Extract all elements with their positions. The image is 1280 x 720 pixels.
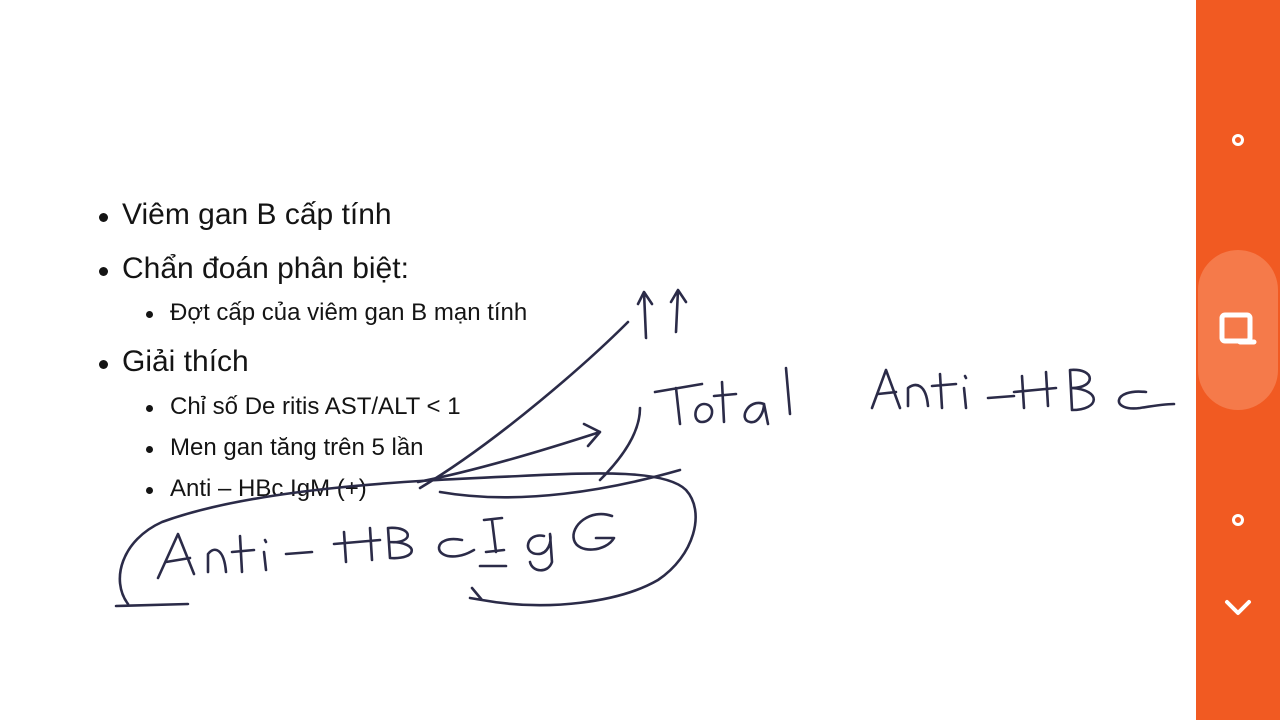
sub-bullet-text: Đợt cấp của viêm gan B mạn tính [170, 299, 528, 326]
arrow-to-total [418, 424, 600, 482]
connector-to-total [600, 408, 640, 480]
floating-sidebar [1196, 0, 1280, 720]
handwriting-anti-hbc-igg [158, 514, 614, 578]
sub-bullet-text: Anti – HBc IgM (+) [170, 475, 367, 502]
bullet-dot-icon [146, 487, 153, 494]
sub-bullet-text: Men gan tăng trên 5 lần [170, 434, 424, 461]
square-q-icon [1214, 306, 1262, 354]
bullet-dot-icon [146, 311, 153, 318]
bullet-dot-icon [99, 360, 108, 369]
underline-stroke [116, 604, 188, 606]
ring-icon [1232, 134, 1244, 146]
sub-bullet-text: Chỉ số De ritis AST/ALT < 1 [170, 393, 461, 420]
collapse-button[interactable] [1196, 586, 1280, 630]
ring-icon [1232, 514, 1244, 526]
chevron-down-icon [1223, 598, 1253, 618]
bullet-text: Giải thích [122, 345, 249, 378]
handwriting-total-anti-hbc [655, 368, 1174, 424]
bullet-text: Chẩn đoán phân biệt: [122, 252, 409, 285]
quick-action-button[interactable] [1198, 250, 1278, 410]
bullet-dot-icon [146, 405, 153, 412]
circle-top-button[interactable] [1196, 118, 1280, 162]
bullet-dot-icon [99, 213, 108, 222]
inner-loop-stroke [440, 470, 680, 497]
circle-bottom-button[interactable] [1196, 498, 1280, 542]
bullet-dot-icon [146, 446, 153, 453]
bullet-dot-icon [99, 267, 108, 276]
bullet-text: Viêm gan B cấp tính [122, 198, 392, 231]
up-arrows-icon [638, 290, 686, 338]
